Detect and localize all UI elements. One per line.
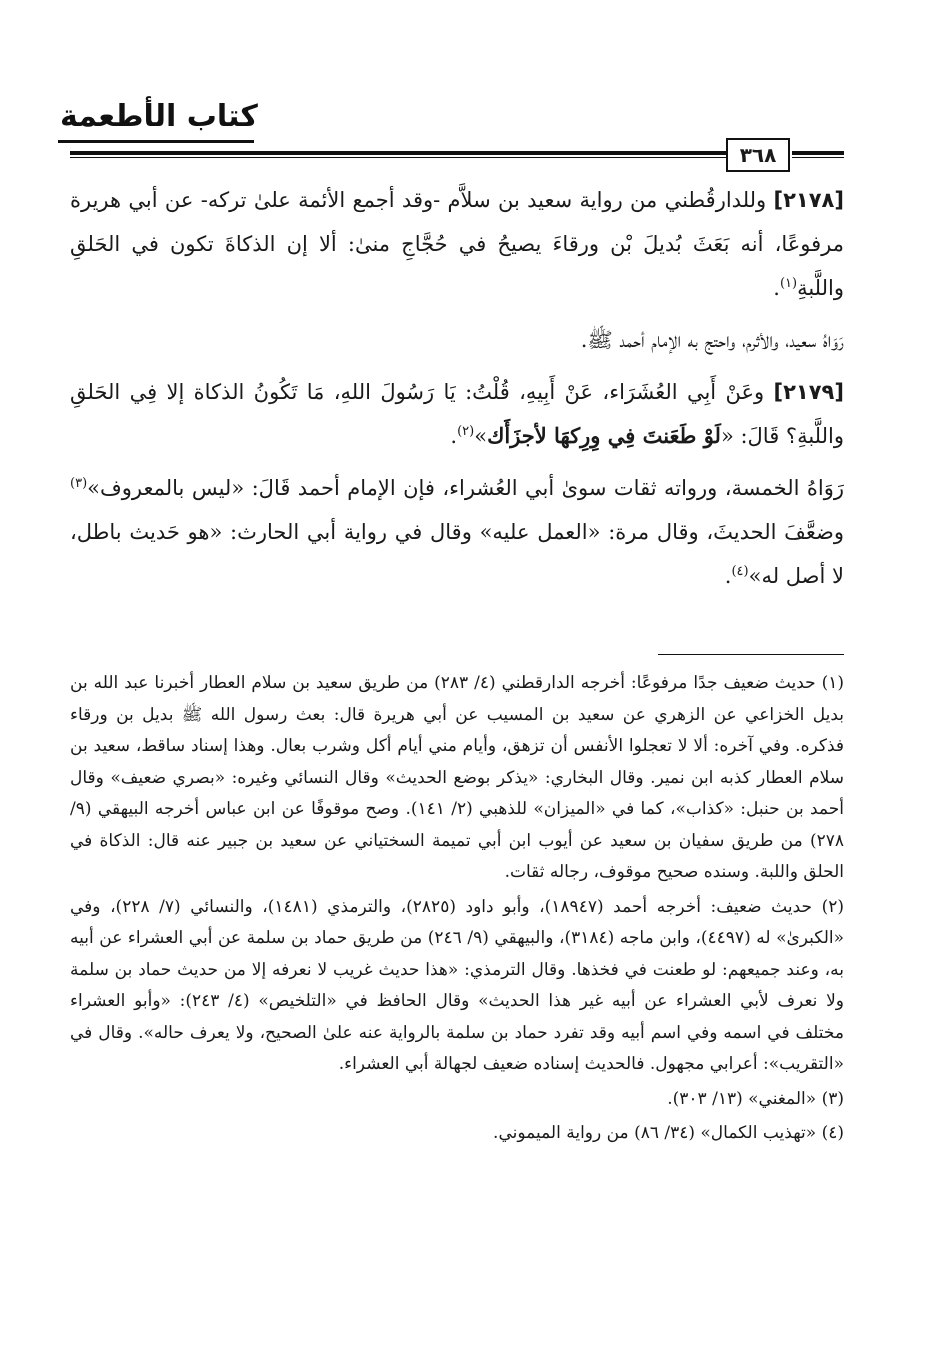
footnote-4: (٤) «تهذيب الكمال» (٣٤/ ٨٦) من رواية الميموني. — [493, 1123, 844, 1143]
footnotes — [70, 668, 844, 1153]
footnote-marker[interactable]: (٤) — [731, 564, 749, 579]
hadith-number: [٢١٧٩] — [773, 380, 844, 404]
footnote-marker[interactable]: (١) — [779, 276, 798, 291]
hadith-number: [٢١٧٨] — [773, 188, 844, 212]
paragraph-text: رَوَاهُ سعيد، والأثرم، واحتج به الإمام أحمد ﷺ. — [580, 328, 844, 352]
paragraph-2179 — [70, 370, 844, 458]
footnote-3: (٣) «المغني» (١٣/ ٣٠٣). — [667, 1088, 844, 1109]
footnote-separator — [658, 654, 844, 655]
book-title: كتاب الأطعمة — [60, 99, 258, 134]
footnote-2: (٢) حديث ضعيف: أخرجه أحمد (١٨٩٤٧)، وأبو داود (٢٨٢٥)، والترمذي (١٤٨١)، والنسائي (٧/ ٢٢٨)، وفي «الكبرىٰ» له (٤٤٩٧)، وابن ماجه (٣١٨٤)، والبيهقي (٩/ ٢٤٦) من طريق حماد بن سلمة عن أبي العشراء عن أبيه به، وعند جميعهم: لو طعنت في فخذها. وقال الترمذي: «هذا حديث غريب لا نعرفه إلا من حديث حماد بن سلمة ولا نعرف لأبي العشراء عن أبيه غير هذا الحديث» وقال الحافظ في «التلخيص» (٤/ ٢٤٣): «وأبو العشراء مختلف في اسمه وفي اسم أبيه وقد تفرد حماد بن سلمة بالرواية عنه علىٰ الصحيح، ولا يعرف حاله». وقال في «التقريب»: أعرابي مجهول. فالحديث إسناده ضعيف لجهالة أبي العشراء. — [70, 896, 844, 1074]
paragraph-tail: . — [724, 564, 732, 588]
title-underline — [58, 140, 254, 143]
paragraph-2178 — [70, 178, 844, 310]
footnote-marker[interactable]: (٢) — [457, 424, 475, 439]
header-rule-thin — [70, 157, 726, 158]
page-number: ٣٦٨ — [726, 138, 790, 172]
paragraph-narration-1 — [70, 318, 844, 362]
header-rule-right — [792, 151, 844, 155]
paragraph-tail: . — [450, 424, 458, 448]
footnote-marker[interactable]: (٣) — [70, 476, 88, 491]
quote-close: » — [474, 424, 488, 448]
header-rule — [70, 151, 726, 155]
paragraph-narration-2 — [70, 466, 844, 598]
paragraph-text: وعَنْ أَبِي العُشَرَاء، عَنْ أَبِيهِ، قُلْتُ: يَا رَسُولَ اللهِ، مَا تَكُونُ الذكاة إلا فِي الحَلقِ واللَّبةِ؟ قَالَ: « — [70, 380, 844, 448]
hadith-quote: لَوْ طَعَنتَ فِي وِرِكهَا لأجزَأَك — [487, 423, 721, 448]
paragraph-text: وللدارقُطني من رواية سعيد بن سلاَّم -وقد أجمع الأئمة علىٰ تركه- عن أبي هريرة مرفوعًا، أنه بَعَثَ بُديلَ بْن ورقاءَ يصيحُ في حُجَّاجِ منىٰ: ألا إن الذكاةَ تكون في الحَلقِ واللَّبةِ — [70, 188, 844, 300]
paragraph-tail: . — [773, 276, 780, 300]
paragraph-text: رَوَاهُ الخمسة، ورواته ثقات سوىٰ أبي العُشراء، فإن الإمام أحمد قَالَ: «ليس بالمعروف» — [87, 476, 844, 500]
paragraph-tail: وضعَّفَ الحديثَ، وقال مرة: «العمل عليه» وقال في رواية أبي الحارث: «هو حَديث باطل، لا أصل له» — [70, 520, 844, 588]
main-text — [70, 178, 844, 606]
header-rule-right-thin — [792, 157, 844, 158]
footnote-1: (١) حديث ضعيف جدًا مرفوعًا: أخرجه الدارقطني (٤/ ٢٨٣) من طريق سعيد بن سلام العطار أخبرنا عبد الله بن بديل الخزاعي عن الزهري عن سعيد بن المسيب عن أبي هريرة قال: بعث رسول الله ﷺ بديل بن ورقاء فذكره. وفي آخره: ألا لا تعجلوا الأنفس أن تزهق، وأيام مني أيام أكل وشرب بعال. وهذا إسناد ساقط، سعيد بن سلام العطار كذبه ابن نمير. وقال البخاري: «يذكر بوضع الحديث» وقال النسائي وغيره: «بصري ضعيف» وقال أحمد بن حنبل: «كذاب»، كما في «الميزان» للذهبي (٢/ ١٤١). وصح موقوفًا عن ابن عباس أخرجه البيهقي (٩/ ٢٧٨) من طريق سفيان بن سعيد عن أيوب ابن أبي تميمة السختياني عن سعيد بن جبير عنه قال: الذكاة في الحلق واللبة. وسنده صحيح موقوف، رجاله ثقات. — [70, 673, 844, 882]
